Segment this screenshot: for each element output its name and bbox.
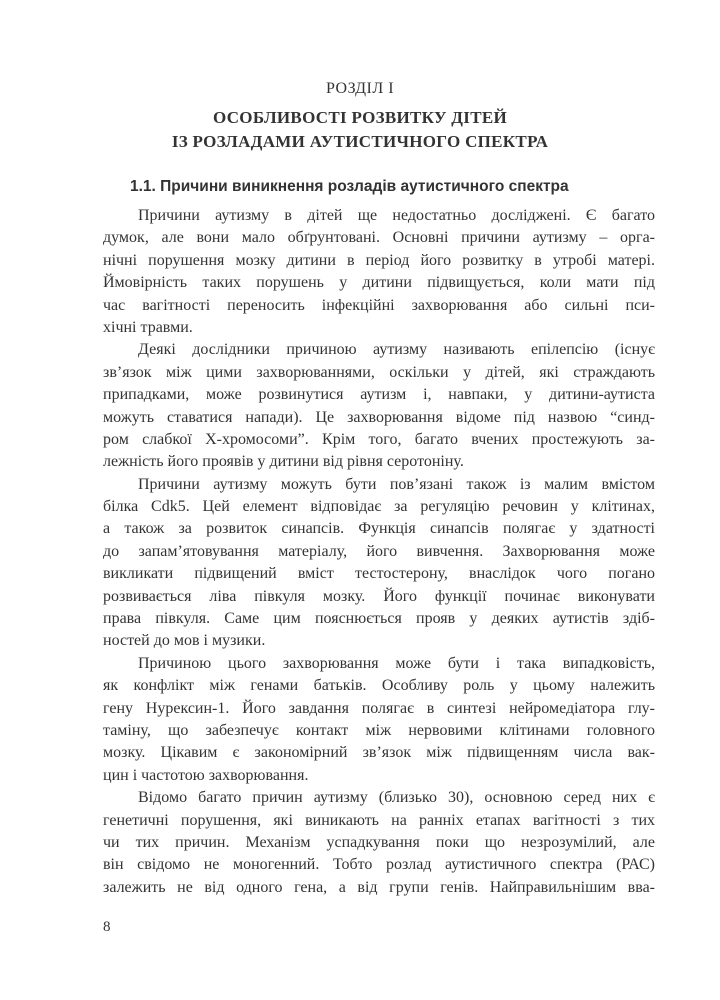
- text-line: чи тих причин. Механізм успадкування поки що незрозумілий, але: [103, 833, 655, 851]
- text-line: нічні порушення мозку дитини в період його розвитку в утробі матері.: [103, 251, 655, 269]
- text-line: цин і частотою захворювання.: [103, 766, 309, 784]
- text-line: генетичні порушення, які виникають на ранніх етапах вагітності з тих: [103, 811, 655, 829]
- text-line: ром слабкої Х-хромосоми”. Крім того, багато вчених простежують за-: [103, 430, 655, 448]
- chapter-title: [0, 106, 720, 154]
- text-line: розвивається ліва півкуля мозку. Його функції починає виконувати: [103, 587, 655, 605]
- text-line: думок, але вони мало обґрунтовані. Основні причини аутизму – орга-: [103, 229, 655, 247]
- body-text: [103, 205, 655, 899]
- text-line: таміну, що забезпечує контакт між нервовими клітинами головного: [103, 721, 655, 739]
- text-line: а також за розвиток синапсів. Функція синапсів полягає у здатності: [103, 520, 655, 538]
- text-line: він свідомо не моногенний. Тобто розлад аутистичного спектра (РАС): [103, 856, 655, 874]
- chapter-label: РОЗДІЛ І: [325, 80, 395, 97]
- text-line: час вагітності переносить інфекційні захворювання або сильні пси-: [103, 296, 655, 314]
- text-line: мозку. Цікавим є закономірний зв’язок між підвищенням числа вак-: [103, 744, 655, 762]
- text-line: припадками, може розвинутися аутизм і, навпаки, у дитини-аутиста: [103, 386, 655, 404]
- section-heading: 1.1. Причини виникнення розладів аутистичного спектра: [130, 178, 569, 195]
- text-line: зв’язок між цими захворюваннями, оскільки у дітей, які страждають: [103, 363, 655, 381]
- text-line: права півкуля. Саме цим пояснюється прояв у деяких аутистів здіб-: [103, 610, 655, 628]
- text-line: лежність його проявів у дитини від рівня серотоніну.: [103, 453, 464, 471]
- chapter-title-line: ОСОБЛИВОСТІ РОЗВИТКУ ДІТЕЙ: [213, 108, 507, 127]
- text-line: білка Cdk5. Цей елемент відповідає за регуляцію речовин у клітинах,: [103, 498, 655, 516]
- text-line: можуть ставатися напади). Це захворювання відоме під назвою “синд-: [103, 408, 655, 426]
- page-number: 8: [103, 919, 111, 935]
- text-line: Причиною цього захворювання може бути і така випадковість,: [138, 654, 655, 672]
- chapter-title-line: ІЗ РОЗЛАДАМИ АУТИСТИЧНОГО СПЕКТРА: [171, 132, 549, 151]
- text-line: гену Нурексин-1. Його завдання полягає в синтезі нейромедіатора глу-: [103, 699, 655, 717]
- text-line: як конфлікт між генами батьків. Особливу роль у цьому належить: [103, 677, 655, 695]
- text-line: Причини аутизму можуть бути пов’язані також із малим вмістом: [138, 475, 655, 493]
- text-line: викликати підвищений вміст тестостерону, внаслідок чого погано: [103, 565, 655, 583]
- text-line: Відомо багато причин аутизму (близько 30), основною серед них є: [138, 789, 655, 807]
- text-line: Причини аутизму в дітей ще недостатньо досліджені. Є багато: [138, 207, 655, 224]
- text-line: ностей до мов і музики.: [103, 632, 266, 650]
- text-line: хічні травми.: [103, 318, 193, 336]
- text-line: Ймовірність таких порушень у дитини підвищується, коли мати під: [103, 274, 655, 292]
- text-line: до запам’ятовування матеріалу, його вивчення. Захворювання може: [103, 542, 655, 560]
- text-line: Деякі дослідники причиною аутизму називають епілепсію (існує: [138, 341, 655, 359]
- text-line: залежить не від одного гена, а від групи генів. Найправильнішим вва-: [103, 878, 655, 896]
